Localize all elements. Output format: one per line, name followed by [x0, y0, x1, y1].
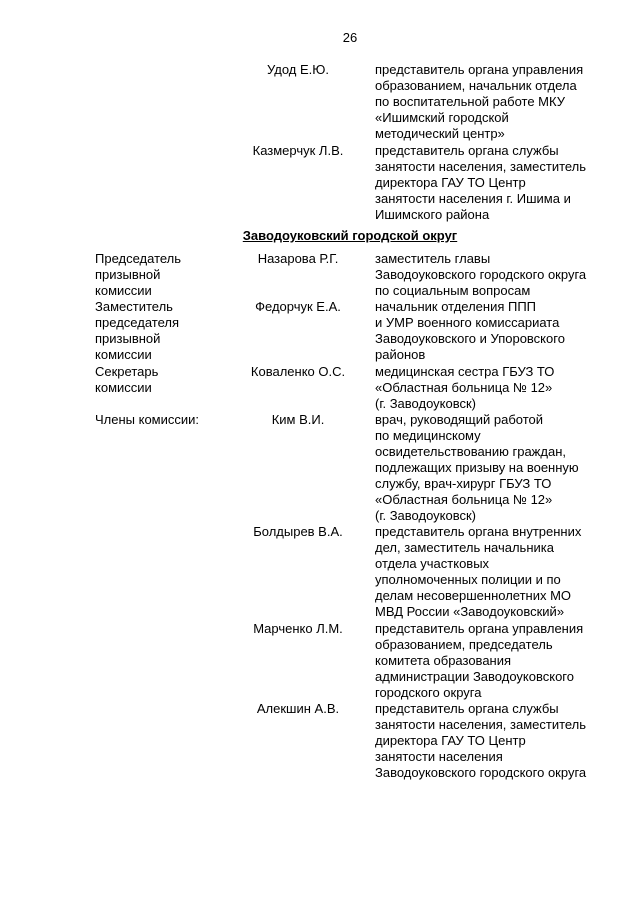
role-line: комиссии	[95, 380, 152, 395]
description-line: службу, врач-хирург ГБУЗ ТО	[375, 476, 552, 491]
role-line: Заместитель	[95, 299, 173, 314]
description-line: занятости населения	[375, 749, 503, 764]
description-line: медицинская сестра ГБУЗ ТО	[375, 364, 555, 379]
member-description	[375, 621, 637, 701]
section-title: Заводоуковский городской округ	[242, 228, 458, 243]
description-line: «Областная больница № 12»	[375, 492, 553, 507]
description-line: директора ГАУ ТО Центр	[375, 733, 526, 748]
member-name: Казмерчук Л.В.	[252, 143, 344, 158]
description-line: уполномоченных полиции и по	[375, 572, 561, 587]
role-line: Члены комиссии:	[95, 412, 200, 427]
description-line: МВД России «Заводоуковский»	[375, 604, 565, 619]
member-description	[375, 701, 637, 781]
description-line: (г. Заводоуковск)	[375, 508, 477, 523]
description-line: представитель органа внутренних	[375, 524, 582, 539]
description-line: занятости населения г. Ишима и	[375, 191, 571, 206]
description-line: делам несовершеннолетних МО	[375, 588, 572, 603]
member-description	[375, 364, 637, 412]
description-line: по воспитательной работе МКУ	[375, 94, 565, 109]
description-line: представитель органа управления	[375, 621, 584, 636]
description-line: Заводоуковского городского округа	[375, 267, 587, 282]
member-name: Алекшин А.В.	[256, 701, 340, 716]
description-line: представитель органа службы	[375, 143, 559, 158]
description-line: Заводоуковского городского округа	[375, 765, 587, 780]
description-line: Ишимского района	[375, 207, 490, 222]
description-line: администрации Заводоуковского	[375, 669, 574, 684]
description-line: начальник отделения ППП	[375, 299, 537, 314]
member-name: Ким В.И.	[271, 412, 325, 427]
description-line: заместитель главы	[375, 251, 491, 266]
description-line: представитель органа управления	[375, 62, 584, 77]
role-line: Председатель	[95, 251, 182, 266]
member-name: Марченко Л.М.	[253, 621, 343, 636]
description-line: директора ГАУ ТО Центр	[375, 175, 526, 190]
description-line: Заводоуковского и Упоровского	[375, 331, 565, 346]
description-line: методический центр»	[375, 126, 505, 141]
role-line: комиссии	[95, 347, 152, 362]
member-description	[375, 299, 637, 363]
description-line: по социальным вопросам	[375, 283, 531, 298]
member-name: Коваленко О.С.	[250, 364, 346, 379]
description-line: и УМР военного комиссариата	[375, 315, 560, 330]
member-name: Федорчук Е.А.	[255, 299, 341, 314]
description-line: подлежащих призыву на военную	[375, 460, 579, 475]
member-description	[375, 143, 637, 223]
description-line: «Ишимский городской	[375, 110, 509, 125]
description-line: представитель органа службы	[375, 701, 559, 716]
page-number: 26	[342, 30, 358, 45]
member-description	[375, 62, 637, 142]
description-line: городского округа	[375, 685, 482, 700]
description-line: освидетельствованию граждан,	[375, 444, 566, 459]
description-line: комитета образования	[375, 653, 512, 668]
description-line: образованием, начальник отдела	[375, 78, 577, 93]
role-line: призывной	[95, 267, 161, 282]
description-line: дел, заместитель начальника	[375, 540, 554, 555]
description-line: «Областная больница № 12»	[375, 380, 553, 395]
role-line: комиссии	[95, 283, 152, 298]
description-line: образованием, председатель	[375, 637, 553, 652]
role-line: председателя	[95, 315, 180, 330]
description-line: занятости населения, заместитель	[375, 159, 587, 174]
role-line: призывной	[95, 331, 161, 346]
member-description	[375, 251, 637, 299]
member-name: Болдырев В.А.	[253, 524, 343, 539]
member-description	[375, 524, 637, 620]
description-line: занятости населения, заместитель	[375, 717, 587, 732]
member-description	[375, 412, 637, 524]
description-line: по медицинскому	[375, 428, 481, 443]
description-line: районов	[375, 347, 426, 362]
description-line: отдела участковых	[375, 556, 490, 571]
description-line: врач, руководящий работой	[375, 412, 544, 427]
member-name: Удод Е.Ю.	[267, 62, 329, 77]
role-line: Секретарь	[95, 364, 159, 379]
member-name: Назарова Р.Г.	[257, 251, 339, 266]
description-line: (г. Заводоуковск)	[375, 396, 477, 411]
